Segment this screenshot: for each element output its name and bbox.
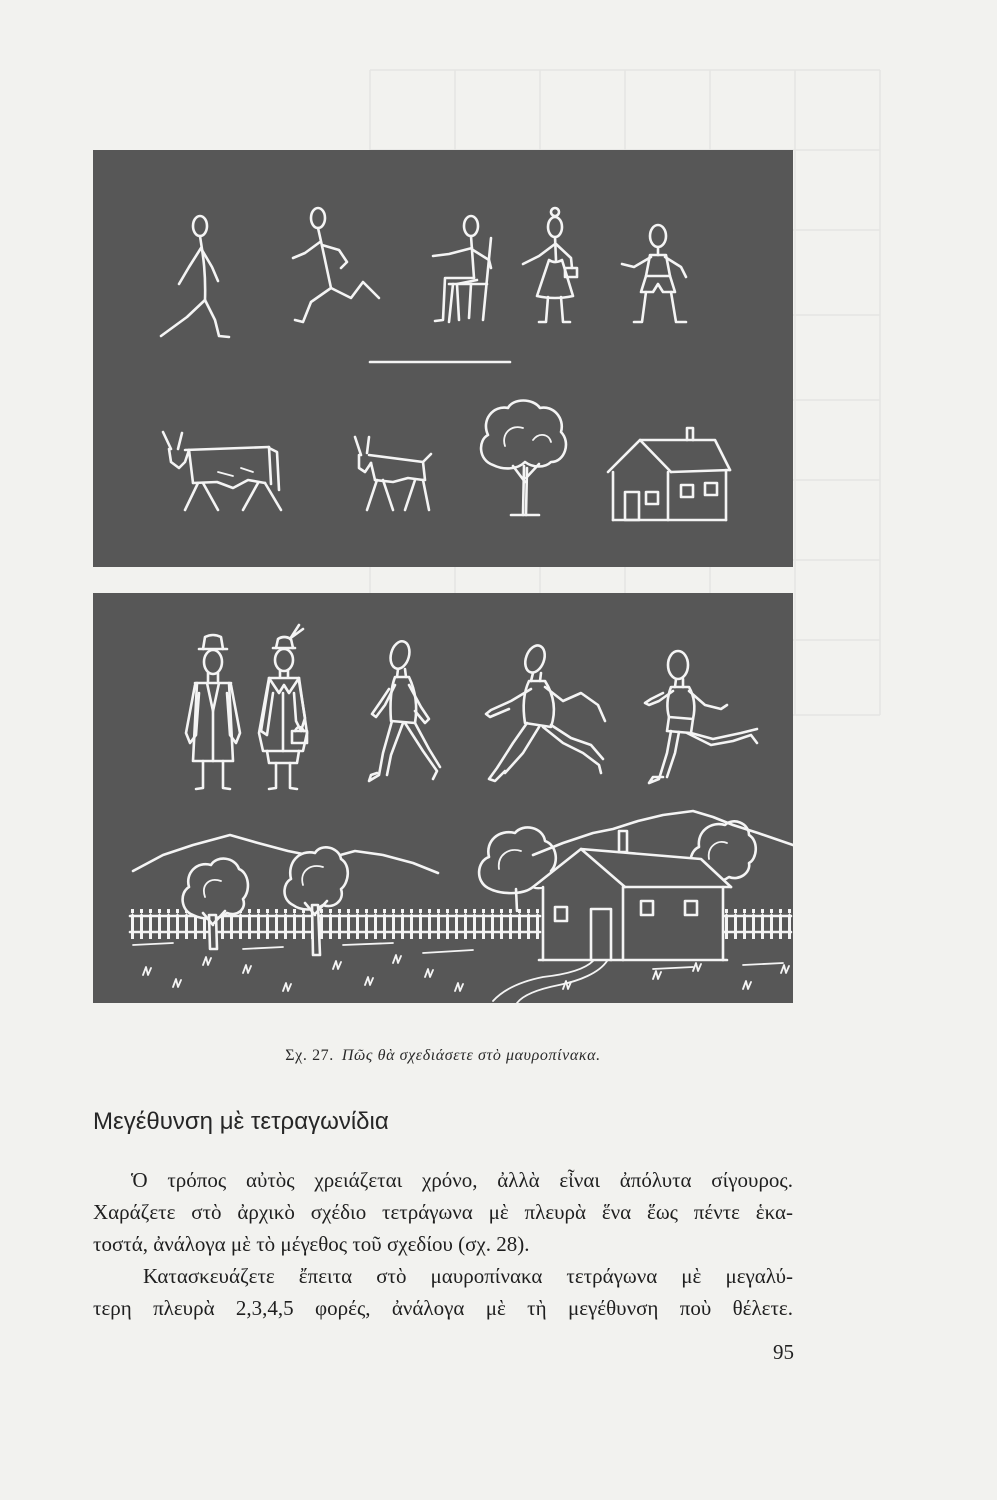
blackboard-illustration-top (93, 150, 793, 567)
paragraph-1-line-2: Χαράζετε στὸ ἀρχικὸ σχέδιο τετράγωνα μὲ πλευρὰ ἕνα ἕως πέντε ἑκα- (93, 1200, 793, 1224)
goat-drawing (355, 437, 431, 510)
sitting-stick-figure (433, 216, 491, 321)
running-girl (645, 651, 757, 783)
running-stick-figure (293, 208, 379, 322)
girl-stick-figure (622, 225, 686, 322)
mountains-right (533, 811, 793, 855)
chair (449, 238, 491, 322)
blackboard-illustration-bottom (93, 593, 793, 1003)
woman-with-handbag (259, 625, 307, 789)
figure-number: Σχ. 27. (285, 1047, 334, 1064)
paragraph-2-line-1: Κατασκευάζετε ἔπειτα στὸ μαυροπίνακα τετράγωνα μὲ μεγαλύ- (143, 1264, 793, 1288)
body-text (93, 1164, 793, 1324)
section-heading: Μεγέθυνση μὲ τετραγωνίδια (93, 1108, 389, 1135)
chalk-drawing-detailed-figures (93, 593, 793, 1003)
walking-stick-figure (161, 216, 229, 337)
running-man (486, 643, 605, 781)
chalk-drawing-simple-figures (93, 150, 793, 567)
mountains-left (133, 835, 438, 873)
walking-man (369, 639, 440, 781)
paragraph-1-line-1: Ὁ τρόπος αὐτὸς χρειάζεται χρόνο, ἀλλὰ εἶναι ἀπόλυτα σίγουρος. (131, 1168, 793, 1192)
paragraph-2-line-2: τερη πλευρὰ 2,3,4,5 φορές, ἀνάλογα μὲ τὴ μεγέθυνση ποὺ θέλετε. (93, 1296, 793, 1320)
figure-caption-text: Πῶς θὰ σχεδιάσετε στὸ μαυροπίνακα. (341, 1047, 601, 1064)
woman-stick-figure (523, 208, 577, 322)
figure-caption (93, 1047, 793, 1065)
cow-drawing (163, 432, 281, 510)
house-drawing (608, 428, 730, 520)
page-number: 95 (773, 1340, 794, 1364)
man-in-coat (186, 635, 240, 789)
farmhouse (533, 831, 731, 960)
tree-drawing (481, 401, 566, 516)
footpath (493, 961, 607, 1003)
paragraph-1-line-3: τοστά, ἀνάλογα μὲ τὸ μέγεθος τοῦ σχεδίου (σχ. 28). (93, 1232, 530, 1256)
